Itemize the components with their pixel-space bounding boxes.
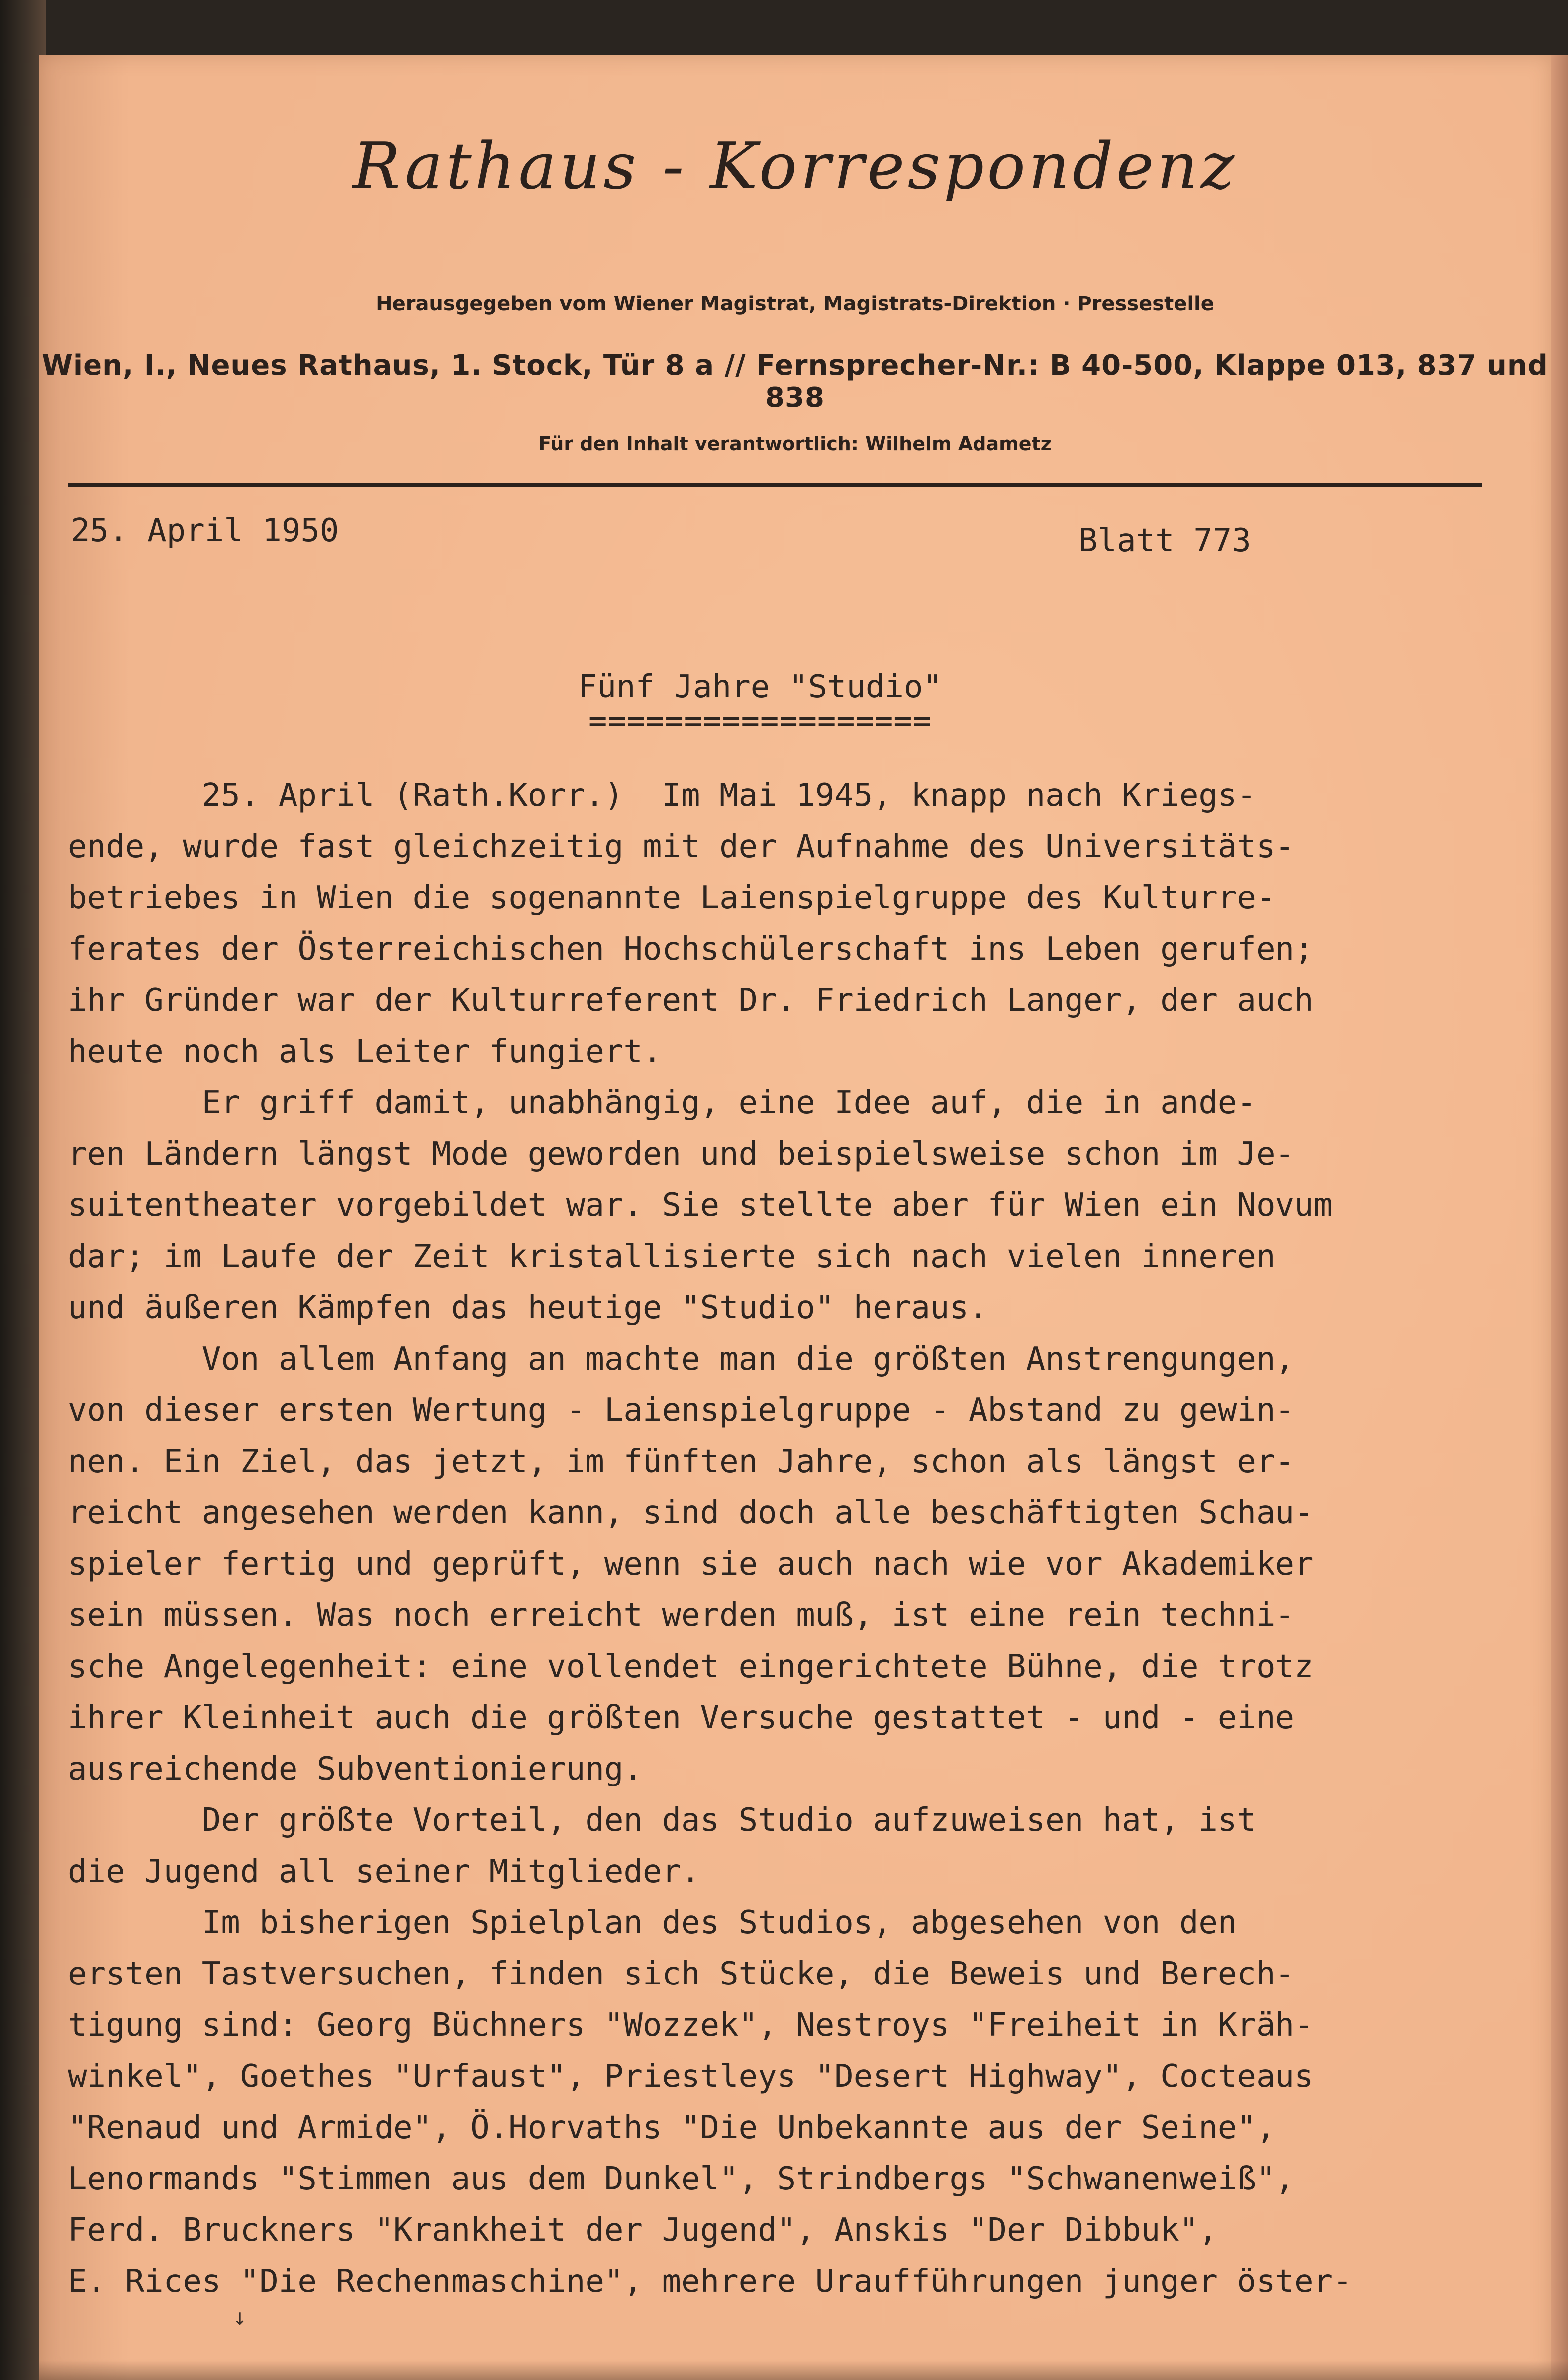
body-line: Er griff damit, unabhängig, eine Idee auf, die in ande-: [68, 1085, 1256, 1121]
body-line: Von allem Anfang an machte man die größten Anstrengungen,: [68, 1341, 1294, 1378]
body-line: 25. April (Rath.Korr.) Im Mai 1945, knapp nach Kriegs-: [68, 777, 1256, 814]
body-line: und äußeren Kämpfen das heutige "Studio" heraus.: [68, 1289, 988, 1326]
body-line: reicht angesehen werden kann, sind doch alle beschäftigten Schau-: [68, 1494, 1314, 1531]
body-line: von dieser ersten Wertung - Laienspielgruppe - Abstand zu gewin-: [68, 1392, 1294, 1429]
margin-tick-mark: ↓: [233, 2303, 247, 2330]
body-line: winkel", Goethes "Urfaust", Priestleys "Desert Highway", Cocteaus: [68, 2058, 1314, 2095]
body-line: ferates der Österreichischen Hochschülerschaft ins Leben gerufen;: [68, 931, 1314, 968]
body-line: betriebes in Wien die sogenannte Laienspielgruppe des Kulturre-: [68, 880, 1275, 916]
body-line: "Renaud und Armide", Ö.Horvaths "Die Unbekannte aus der Seine",: [68, 2109, 1275, 2146]
body-line: heute noch als Leiter fungiert.: [68, 1033, 662, 1070]
body-line: Ferd. Bruckners "Krankheit der Jugend", Anskis "Der Dibbuk",: [68, 2212, 1218, 2249]
body-line: Lenormands "Stimmen aus dem Dunkel", Strindbergs "Schwanenweiß",: [68, 2161, 1294, 2197]
body-line: spieler fertig und geprüft, wenn sie auch nach wie vor Akademiker: [68, 1546, 1314, 1583]
body-line: nen. Ein Ziel, das jetzt, im fünften Jahre, schon als längst er-: [68, 1443, 1294, 1480]
body-line: dar; im Laufe der Zeit kristallisierte sich nach vielen inneren: [68, 1238, 1275, 1275]
body-line: ihrer Kleinheit auch die größten Versuche gestattet - und - eine: [68, 1699, 1294, 1736]
headline-underline: ==================: [588, 702, 932, 739]
body-line: sein müssen. Was noch erreicht werden muß, ist eine rein techni-: [68, 1597, 1294, 1634]
body-line: die Jugend all seiner Mitglieder.: [68, 1853, 700, 1890]
body-line: ren Ländern längst Mode geworden und beispielsweise schon im Je-: [68, 1136, 1294, 1173]
masthead-address: Wien, I., Neues Rathaus, 1. Stock, Tür 8 a // Fernsprecher-Nr.: B 40-500, Klappe 013, 837 und 838: [42, 349, 1548, 414]
document-page: [39, 55, 1551, 2380]
issue-date: 25. April 1950: [71, 512, 339, 549]
body-line: ihr Gründer war der Kulturreferent Dr. Friedrich Langer, der auch: [68, 982, 1314, 1019]
body-line: Im bisherigen Spielplan des Studios, abgesehen von den: [68, 1904, 1237, 1941]
body-line: tigung sind: Georg Büchners "Wozzek", Nestroys "Freiheit in Kräh-: [68, 2007, 1314, 2044]
body-line: E. Rices "Die Rechenmaschine", mehrere Uraufführungen junger öster-: [68, 2263, 1352, 2300]
page-right-edge: [1551, 55, 1568, 2380]
masthead-publisher: Herausgegeben vom Wiener Magistrat, Magistrats-Direktion · Pressestelle: [376, 293, 1214, 315]
masthead-title: Rathaus - Korrespondenz: [352, 129, 1238, 203]
body-line: suitentheater vorgebildet war. Sie stellte aber für Wien ein Novum: [68, 1187, 1333, 1224]
body-line: ende, wurde fast gleichzeitig mit der Aufnahme des Universitäts-: [68, 828, 1294, 865]
article-body: [68, 770, 1451, 2307]
sheet-number: Blatt 773: [1078, 522, 1251, 559]
masthead-editor: Für den Inhalt verantwortlich: Wilhelm Adametz: [538, 433, 1052, 455]
article-headline: Fünf Jahre "Studio": [578, 669, 943, 705]
body-line: ersten Tastversuchen, finden sich Stücke, die Beweis und Berech-: [68, 1956, 1294, 1992]
masthead-rule: [68, 483, 1482, 487]
body-line: ausreichende Subventionierung.: [68, 1751, 643, 1787]
body-line: Der größte Vorteil, den das Studio aufzuweisen hat, ist: [68, 1802, 1256, 1839]
page-bottom-shadow: [39, 2360, 1568, 2380]
body-line: sche Angelegenheit: eine vollendet eingerichtete Bühne, die trotz: [68, 1648, 1314, 1685]
